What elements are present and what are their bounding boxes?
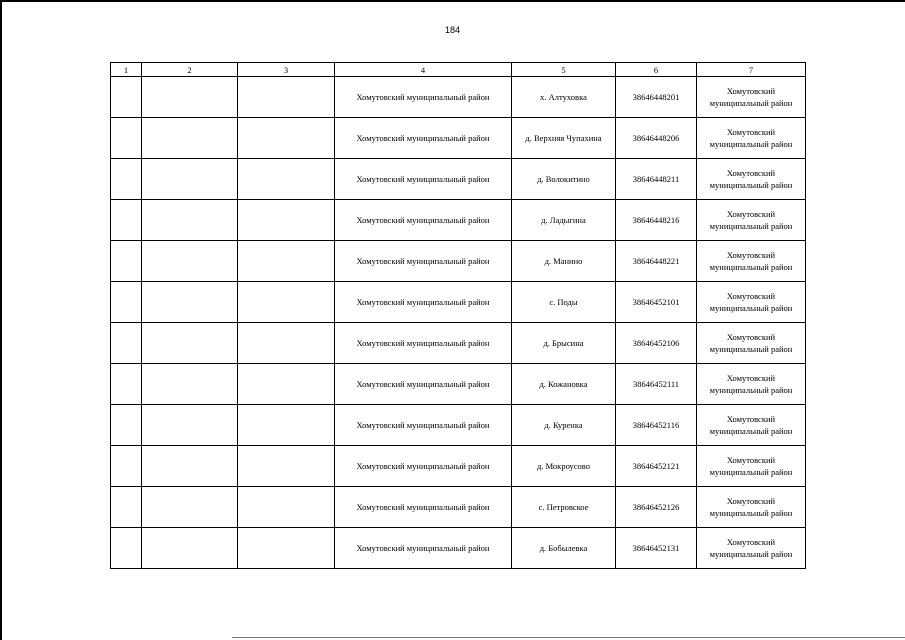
cell-oktmo-code: 38646448206 [616, 118, 697, 159]
table-row [111, 118, 806, 159]
municipality-line-1: Хомутовский [726, 414, 776, 424]
column-header-1: 1 [111, 63, 142, 77]
municipality-line-2: муниципальный район [709, 385, 793, 395]
cell-municipality [697, 323, 806, 364]
cell-col2 [142, 159, 238, 200]
cell-col2 [142, 446, 238, 487]
cell-oktmo-code: 38646448216 [616, 200, 697, 241]
cell-col3 [238, 487, 335, 528]
municipality-line-1: Хомутовский [726, 455, 776, 465]
table-row [111, 77, 806, 118]
cell-col3 [238, 159, 335, 200]
cell-col1 [111, 118, 142, 159]
cell-col1 [111, 159, 142, 200]
cell-col2 [142, 364, 238, 405]
cell-col3 [238, 77, 335, 118]
municipality-line-2: муниципальный район [709, 221, 793, 231]
municipality-line-1: Хомутовский [726, 250, 776, 260]
cell-district: Хомутовский муниципальный район [335, 364, 512, 405]
page-frame-left-border [0, 0, 2, 640]
cell-oktmo-code: 38646452116 [616, 405, 697, 446]
municipality-line-2: муниципальный район [709, 426, 793, 436]
cell-col2 [142, 77, 238, 118]
table-row [111, 487, 806, 528]
municipality-line-2: муниципальный район [709, 549, 793, 559]
municipality-line-1: Хомутовский [726, 209, 776, 219]
cell-municipality [697, 405, 806, 446]
cell-col1 [111, 282, 142, 323]
cell-settlement: д. Верхняя Чупахина [512, 118, 616, 159]
cell-district: Хомутовский муниципальный район [335, 159, 512, 200]
cell-col2 [142, 118, 238, 159]
municipality-line-2: муниципальный район [709, 98, 793, 108]
table-row [111, 528, 806, 569]
column-header-2: 2 [142, 63, 238, 77]
column-header-4: 4 [335, 63, 512, 77]
column-header-3: 3 [238, 63, 335, 77]
cell-col1 [111, 487, 142, 528]
cell-district: Хомутовский муниципальный район [335, 118, 512, 159]
cell-district: Хомутовский муниципальный район [335, 446, 512, 487]
cell-municipality [697, 446, 806, 487]
cell-settlement: х. Алтуховка [512, 77, 616, 118]
cell-municipality [697, 159, 806, 200]
cell-oktmo-code: 38646452101 [616, 282, 697, 323]
municipality-line-2: муниципальный район [709, 508, 793, 518]
cell-col1 [111, 446, 142, 487]
table-row [111, 241, 806, 282]
cell-col2 [142, 528, 238, 569]
cell-municipality [697, 282, 806, 323]
municipality-line-1: Хомутовский [726, 291, 776, 301]
cell-col3 [238, 282, 335, 323]
table-row [111, 405, 806, 446]
municipality-line-2: муниципальный район [709, 467, 793, 477]
column-header-7: 7 [697, 63, 806, 77]
table-row [111, 364, 806, 405]
cell-col3 [238, 364, 335, 405]
municipality-line-2: муниципальный район [709, 344, 793, 354]
cell-col3 [238, 446, 335, 487]
cell-col3 [238, 323, 335, 364]
cell-settlement: д. Брысина [512, 323, 616, 364]
cell-col2 [142, 241, 238, 282]
cell-municipality [697, 200, 806, 241]
cell-col3 [238, 118, 335, 159]
cell-settlement: с. Поды [512, 282, 616, 323]
cell-col1 [111, 77, 142, 118]
table-row [111, 159, 806, 200]
page-frame-top-border [0, 0, 905, 2]
cell-col2 [142, 487, 238, 528]
cell-oktmo-code: 38646452126 [616, 487, 697, 528]
municipality-line-1: Хомутовский [726, 373, 776, 383]
municipality-line-1: Хомутовский [726, 127, 776, 137]
cell-settlement: д. Кожановка [512, 364, 616, 405]
municipality-line-1: Хомутовский [726, 168, 776, 178]
cell-district: Хомутовский муниципальный район [335, 323, 512, 364]
municipality-line-2: муниципальный район [709, 303, 793, 313]
cell-municipality [697, 487, 806, 528]
cell-municipality [697, 364, 806, 405]
cell-col1 [111, 364, 142, 405]
column-header-6: 6 [616, 63, 697, 77]
cell-col2 [142, 405, 238, 446]
municipality-line-1: Хомутовский [726, 332, 776, 342]
cell-municipality [697, 118, 806, 159]
cell-district: Хомутовский муниципальный район [335, 405, 512, 446]
cell-settlement: д. Мокроусово [512, 446, 616, 487]
page-frame-bottom-border [232, 637, 905, 638]
cell-col1 [111, 241, 142, 282]
cell-col1 [111, 528, 142, 569]
municipality-line-1: Хомутовский [726, 86, 776, 96]
municipality-line-2: муниципальный район [709, 139, 793, 149]
cell-col3 [238, 200, 335, 241]
column-header-5: 5 [512, 63, 616, 77]
cell-oktmo-code: 38646452131 [616, 528, 697, 569]
table-row [111, 282, 806, 323]
cell-settlement: с. Петровское [512, 487, 616, 528]
cell-col2 [142, 323, 238, 364]
cell-settlement: д. Бобылевка [512, 528, 616, 569]
cell-municipality [697, 241, 806, 282]
cell-district: Хомутовский муниципальный район [335, 200, 512, 241]
cell-col3 [238, 528, 335, 569]
cell-col2 [142, 282, 238, 323]
settlements-table [110, 62, 806, 569]
cell-district: Хомутовский муниципальный район [335, 77, 512, 118]
cell-col1 [111, 200, 142, 241]
cell-col1 [111, 323, 142, 364]
cell-oktmo-code: 38646448211 [616, 159, 697, 200]
municipality-line-2: муниципальный район [709, 180, 793, 190]
cell-oktmo-code: 38646452121 [616, 446, 697, 487]
cell-col3 [238, 241, 335, 282]
table-row [111, 323, 806, 364]
municipality-line-1: Хомутовский [726, 496, 776, 506]
cell-col2 [142, 200, 238, 241]
cell-col3 [238, 405, 335, 446]
table-row [111, 446, 806, 487]
municipality-line-2: муниципальный район [709, 262, 793, 272]
cell-district: Хомутовский муниципальный район [335, 487, 512, 528]
cell-settlement: д. Куренка [512, 405, 616, 446]
cell-settlement: д. Волокитино [512, 159, 616, 200]
cell-municipality [697, 528, 806, 569]
cell-oktmo-code: 38646448201 [616, 77, 697, 118]
cell-district: Хомутовский муниципальный район [335, 528, 512, 569]
cell-oktmo-code: 38646452106 [616, 323, 697, 364]
table-header-row [111, 63, 806, 77]
cell-oktmo-code: 38646448221 [616, 241, 697, 282]
cell-settlement: д. Ладыгина [512, 200, 616, 241]
cell-district: Хомутовский муниципальный район [335, 282, 512, 323]
cell-district: Хомутовский муниципальный район [335, 241, 512, 282]
page-number: 184 [444, 25, 461, 35]
cell-settlement: д. Манино [512, 241, 616, 282]
cell-municipality [697, 77, 806, 118]
municipality-line-1: Хомутовский [726, 537, 776, 547]
cell-oktmo-code: 38646452111 [616, 364, 697, 405]
table-row [111, 200, 806, 241]
cell-col1 [111, 405, 142, 446]
